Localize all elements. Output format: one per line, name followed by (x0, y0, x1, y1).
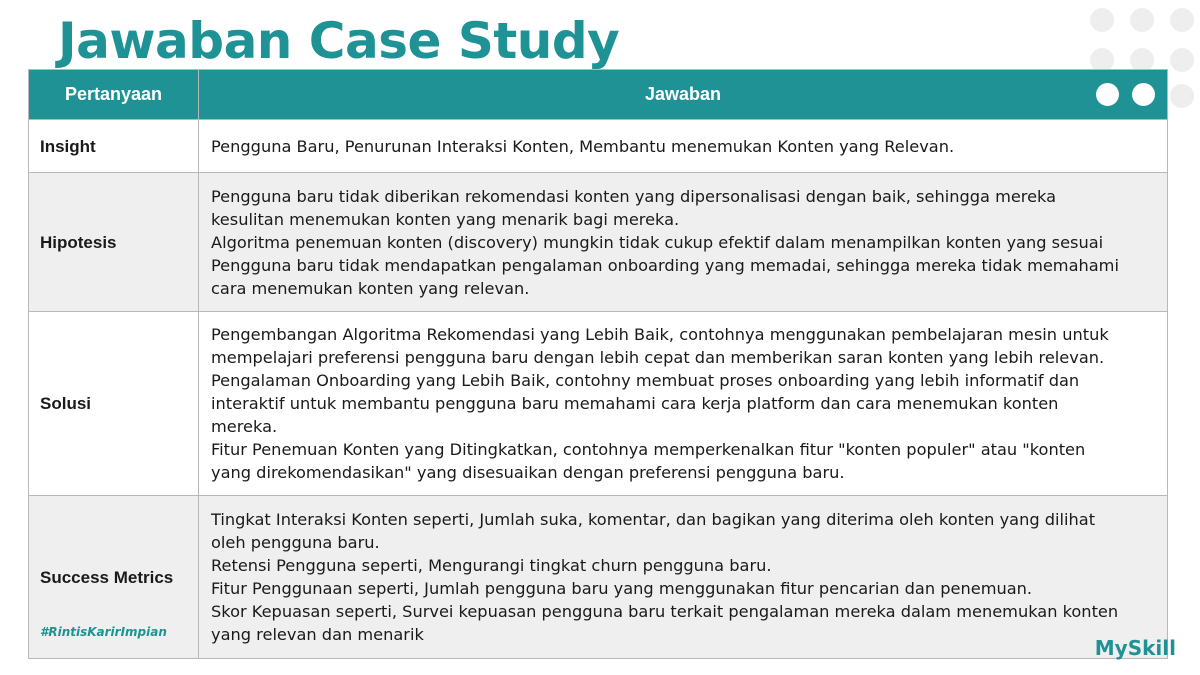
answer-line: Pengalaman Onboarding yang Lebih Baik, contohny membuat proses onboarding yang lebih informatif dan (211, 371, 1080, 390)
table-row (29, 496, 1168, 659)
header-jawaban (199, 70, 1168, 120)
question-label: Success Metrics (40, 567, 174, 587)
case-study-table (28, 69, 1168, 659)
hashtag-label: #RintisKarirImpian (40, 625, 167, 639)
answer-line: kesulitan menemukan konten yang menarik bagi mereka. (211, 209, 680, 229)
myskill-logo: MySkill (1094, 636, 1176, 660)
answer-line: yang relevan dan menarik (211, 625, 424, 644)
answer-line: Pengguna baru tidak diberikan rekomendasi konten yang dipersonalisasi dengan baik, sehingga mereka (211, 186, 1057, 206)
question-cell (29, 173, 199, 312)
answer-line: cara menemukan konten yang relevan. (211, 278, 530, 298)
header-dots-icon (1083, 83, 1155, 111)
table-row (29, 120, 1168, 173)
answer-line: yang direkomendasikan" yang disesuaikan dengan preferensi pengguna baru. (211, 463, 845, 482)
answer-line: Retensi Pengguna seperti, Mengurangi tingkat churn pengguna baru. (211, 556, 772, 575)
table-row (29, 173, 1168, 312)
answer-line: Pengguna baru tidak mendapatkan pengalaman onboarding yang memadai, sehingga mereka tidak memahami (211, 255, 1119, 275)
answer-cell (199, 496, 1168, 659)
answer-line: Tingkat Interaksi Konten seperti, Jumlah suka, komentar, dan bagikan yang diterima oleh konten yang dilihat (211, 510, 1096, 529)
question-label: Solusi (40, 394, 92, 413)
table-header-row (29, 70, 1168, 120)
page-title: Jawaban Case Study (58, 12, 620, 70)
answer-cell (199, 120, 1168, 173)
table-row (29, 312, 1168, 496)
answer-line: mereka. (211, 417, 278, 436)
answer-cell (199, 173, 1168, 312)
header-jawaban-label: Jawaban (644, 84, 722, 104)
answer-line: oleh pengguna baru. (211, 533, 380, 552)
answer-line: Algoritma penemuan konten (discovery) mungkin tidak cukup efektif dalam menampilkan konten yang sesuai (211, 232, 1104, 252)
answer-line: Fitur Penemuan Konten yang Ditingkatkan, contohnya memperkenalkan fitur "konten populer" atau "konten (211, 440, 1086, 459)
answer-cell (199, 312, 1168, 496)
question-label: Hipotesis (40, 232, 117, 252)
question-cell (29, 496, 199, 659)
answer-line: Pengembangan Algoritma Rekomendasi yang Lebih Baik, contohnya menggunakan pembelajaran mesin untuk (211, 325, 1109, 344)
question-cell (29, 312, 199, 496)
answer-line: Skor Kepuasan seperti, Survei kepuasan pengguna baru terkait pengalaman mereka dalam menemukan konten (211, 602, 1119, 621)
question-label: Insight (40, 136, 96, 156)
answer-line: mempelajari preferensi pengguna baru dengan lebih cepat dan memberikan saran konten yang lebih relevan. (211, 348, 1105, 367)
header-pertanyaan: Pertanyaan (29, 70, 199, 120)
answer-line: interaktif untuk membantu pengguna baru memahami cara kerja platform dan cara menemukan konten (211, 394, 1059, 413)
answer-line: Fitur Penggunaan seperti, Jumlah pengguna baru yang menggunakan fitur pencarian dan penemuan. (211, 579, 1033, 598)
question-cell (29, 120, 199, 173)
answer-line: Pengguna Baru, Penurunan Interaksi Konten, Membantu menemukan Konten yang Relevan. (211, 136, 955, 156)
